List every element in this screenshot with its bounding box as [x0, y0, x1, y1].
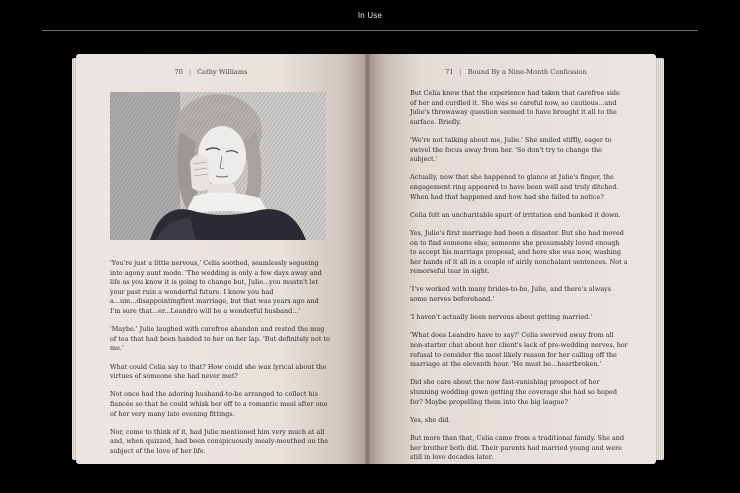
- left-page-number: 70: [174, 68, 183, 76]
- right-running-head: [386, 68, 646, 76]
- paragraph: Yes, Julie's first marriage had been a disaster. But she had moved on to find someone else, someone she presumably loved enough to accept his marriage proposal, and here she was now, washing her hands of it all in a couple of airily nonchalant sentences. Not a remorseful tear in sight.: [410, 228, 628, 276]
- book-gutter: [365, 54, 370, 464]
- running-head-separator: |: [188, 68, 192, 76]
- page-edges-right: [656, 58, 664, 460]
- left-running-head-text: Cathy Williams: [197, 68, 248, 76]
- right-page: [368, 54, 656, 464]
- paragraph: 'I've worked with many brides-to-be, Julie, and there's always some nerves beforehand.': [410, 285, 611, 304]
- paragraph: Did she care about the now fast-vanishing prospect of her stunning wedding gown getting the coverage she had so hoped for? Maybe propelling them into the big league?: [410, 378, 617, 406]
- paragraph: Nor, come to think of it, had Julie mentioned him very much at all and, when quizzed, had been conspicuously mealy-mouthed on the subject of the love of her life.: [110, 427, 329, 455]
- paragraph: But Celia knew that the experience had taken that carefree side of her and curdled it. She was so careful now, so cautious...and Julie's throwaway question seemed to have brought it all to the surface. Briefly.: [410, 89, 620, 126]
- header-divider: [42, 30, 698, 31]
- paragraph: 'Maybe.' Julie laughed with carefree abandon and rested the mug of tea that had been handed to her on her lap. 'But definitely not to me.': [110, 325, 330, 353]
- right-running-head-text: Bound By a Nine-Month Confession: [467, 68, 587, 76]
- paragraph: 'You're just a little nervous,' Celia soothed, seamlessly segueing into agony aunt mode. 'The wedding is only a few days away and life as you know it is going to change but, Julie...you mustn't let your past ruin a wonderful future. I know you had a...um...disappointingfirst marriage, but that was years ago and I'm sure that...er...Leandro will be a wonderful husband...': [110, 259, 322, 315]
- open-book: [72, 54, 664, 464]
- paragraph: Not once had the adoring husband-to-be arranged to collect his fiancée so that he could whisk her off to a romantic meal after one of her very many late evening fittings.: [110, 390, 328, 418]
- paragraph: 'What does Leandro have to say?' Celia swerved away from all non-starter chat about her client's lack of pre-wedding nerves, her refusal to consider the most likely reason for her calling off the marriage at the eleventh hour. 'He must be...heartbroken.': [410, 331, 628, 369]
- left-body-text: [110, 259, 330, 464]
- paragraph: Yes, she did.: [410, 415, 451, 424]
- engraving-woman-portrait-icon: [110, 92, 326, 240]
- paragraph: 'We're not talking about me, Julie.' She smiled stiffly, eager to swivel the focus away from her. 'So don't try to change the subject.': [410, 135, 612, 164]
- paragraph: Celia felt an uncharitable spurt of irritation and banked it down.: [410, 210, 621, 219]
- paragraph: But more than that, Celia came from a traditional family. She and her brother both did. Their parents had married young and were still in love decades later.: [410, 433, 625, 462]
- right-body-text: [410, 89, 628, 464]
- top-bar: [0, 0, 740, 32]
- left-running-head: [76, 68, 346, 76]
- left-page: [76, 54, 368, 464]
- paragraph: What could Celia say to that? How could she wax lyrical about the virtues of someone she had never met?: [110, 362, 327, 381]
- right-page-number: 71: [445, 68, 454, 76]
- running-head-separator: |: [459, 68, 462, 76]
- paragraph: 'I haven't actually been nervous about getting married.': [410, 313, 593, 322]
- page-title: In Use: [357, 11, 383, 20]
- paragraph: Actually, now that she happened to glance at Julie's finger, the engagement ring appeared to have been well and truly ditched. When had that happened and how had she failed to notice?: [410, 173, 619, 201]
